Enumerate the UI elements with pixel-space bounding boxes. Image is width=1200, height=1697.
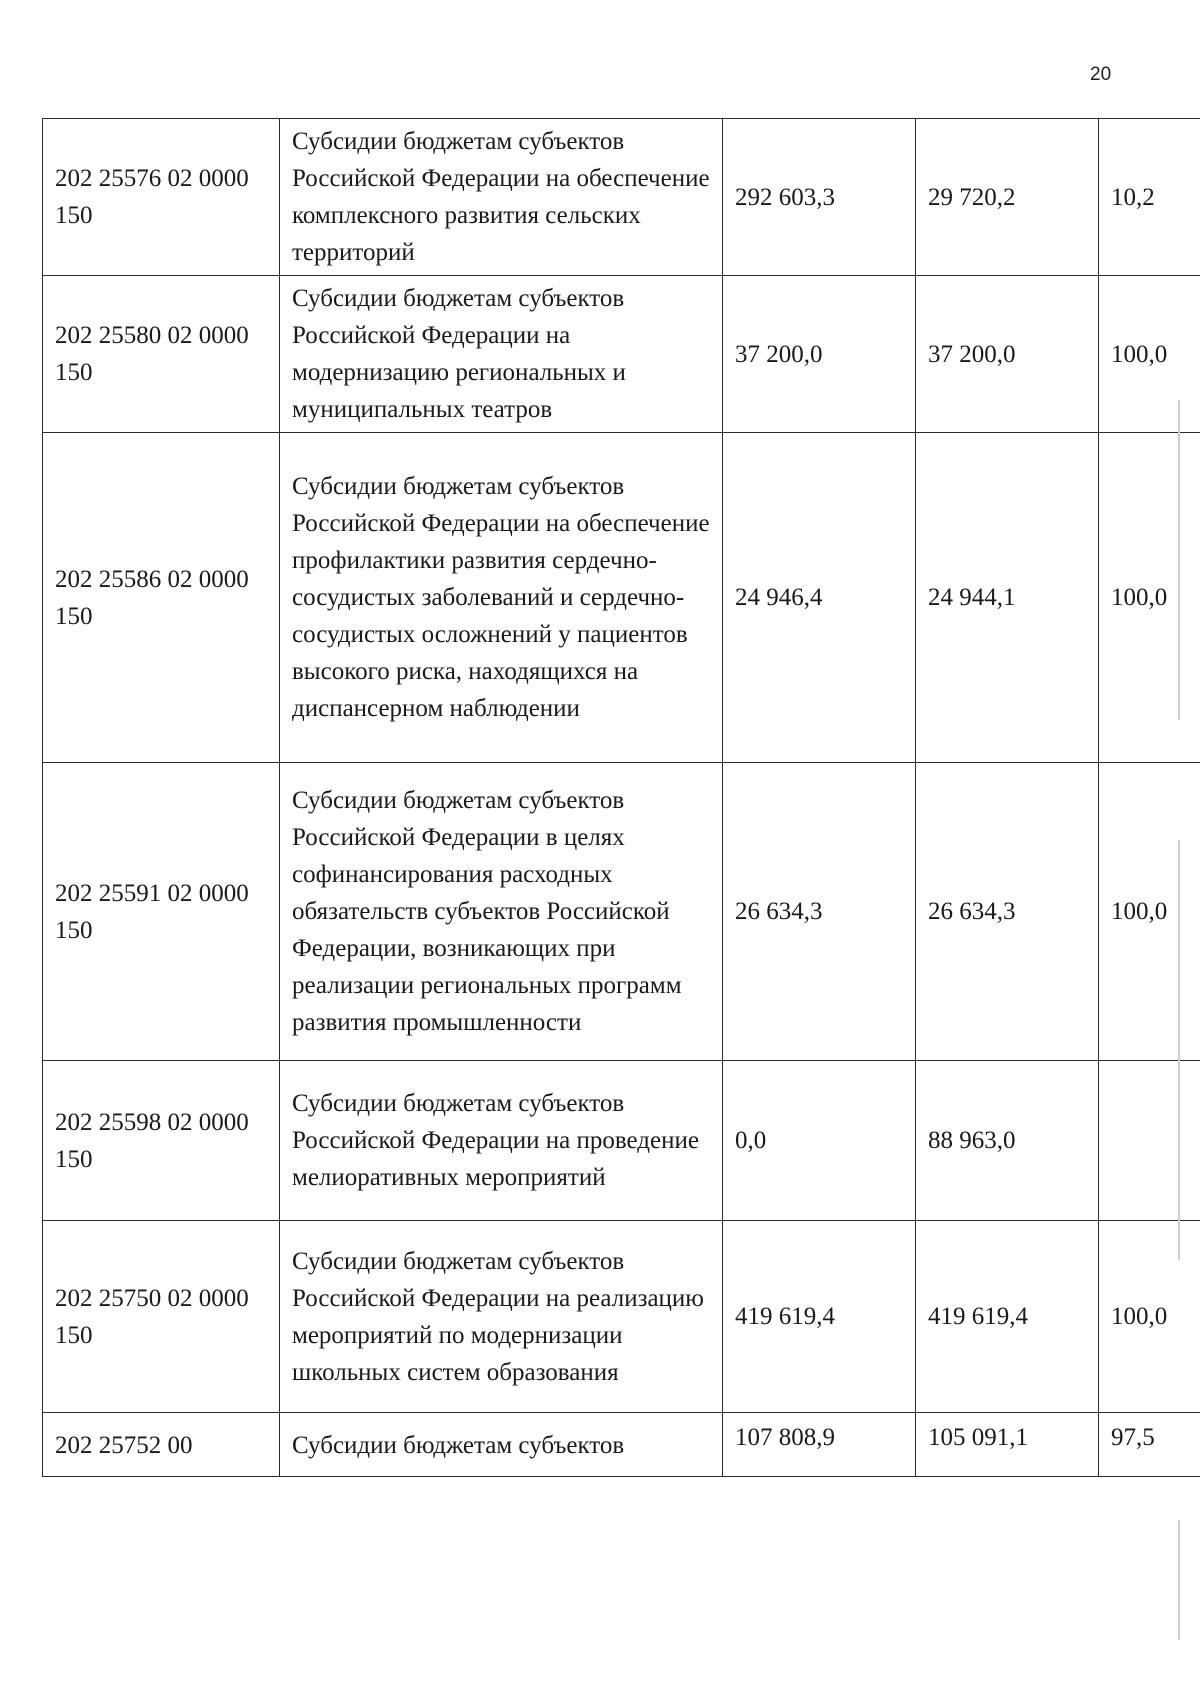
amount-1: 419 619,4 [723,1221,916,1413]
amount-2: 29 720,2 [916,119,1099,276]
description: Субсидии бюджетам субъектов Российской Федерации на обеспечение профилактики развития сердечно-сосудистых заболеваний и сердечно-сосудистых осложнений у пациентов высокого риска, находящихся на диспансерном наблюдении [280,433,723,763]
budget-code: 202 25750 02 0000 150 [43,1221,280,1413]
description: Субсидии бюджетам субъектов Российской Федерации на обеспечение комплексного развития сельских территорий [280,119,723,276]
description: Субсидии бюджетам субъектов Российской Федерации в целях софинансирования расходных обязательств субъектов Российской Федерации, возникающих при реализации региональных программ развития промышленности [280,763,723,1061]
description: Субсидии бюджетам субъектов [280,1413,723,1477]
table-row [43,119,1200,276]
table-row [43,763,1200,1061]
budget-code: 202 25598 02 0000 150 [43,1061,280,1221]
table-row [43,276,1200,433]
percent: 100,0 [1099,763,1200,1061]
amount-2: 88 963,0 [916,1061,1099,1221]
amount-1: 37 200,0 [723,276,916,433]
percent: 10,2 [1099,119,1200,276]
budget-code: 202 25591 02 0000 150 [43,763,280,1061]
amount-2: 24 944,1 [916,433,1099,763]
description: Субсидии бюджетам субъектов Российской Федерации на модернизацию региональных и муниципальных театров [280,276,723,433]
amount-2: 105 091,1 [916,1413,1099,1477]
amount-1: 24 946,4 [723,433,916,763]
amount-2: 419 619,4 [916,1221,1099,1413]
table-row [43,1061,1200,1221]
percent: 100,0 [1099,1221,1200,1413]
budget-code: 202 25586 02 0000 150 [43,433,280,763]
description: Субсидии бюджетам субъектов Российской Федерации на реализацию мероприятий по модернизации школьных систем образования [280,1221,723,1413]
table-row [43,1413,1200,1477]
scan-edge-mark [1178,400,1180,720]
budget-code: 202 25576 02 0000 150 [43,119,280,276]
table-row [43,1221,1200,1413]
amount-1: 107 808,9 [723,1413,916,1477]
amount-2: 26 634,3 [916,763,1099,1061]
scan-edge-mark [1178,840,1180,1260]
scan-edge-mark [1178,1520,1180,1640]
amount-1: 292 603,3 [723,119,916,276]
budget-code: 202 25752 00 [43,1413,280,1477]
amount-2: 37 200,0 [916,276,1099,433]
description: Субсидии бюджетам субъектов Российской Федерации на проведение мелиоративных мероприятий [280,1061,723,1221]
percent: 100,0 [1099,433,1200,763]
percent [1099,1061,1200,1221]
budget-table [42,118,1200,1477]
table-row [43,433,1200,763]
page-number: 20 [1090,64,1112,85]
amount-1: 0,0 [723,1061,916,1221]
amount-1: 26 634,3 [723,763,916,1061]
budget-code: 202 25580 02 0000 150 [43,276,280,433]
percent: 97,5 [1099,1413,1200,1477]
percent: 100,0 [1099,276,1200,433]
